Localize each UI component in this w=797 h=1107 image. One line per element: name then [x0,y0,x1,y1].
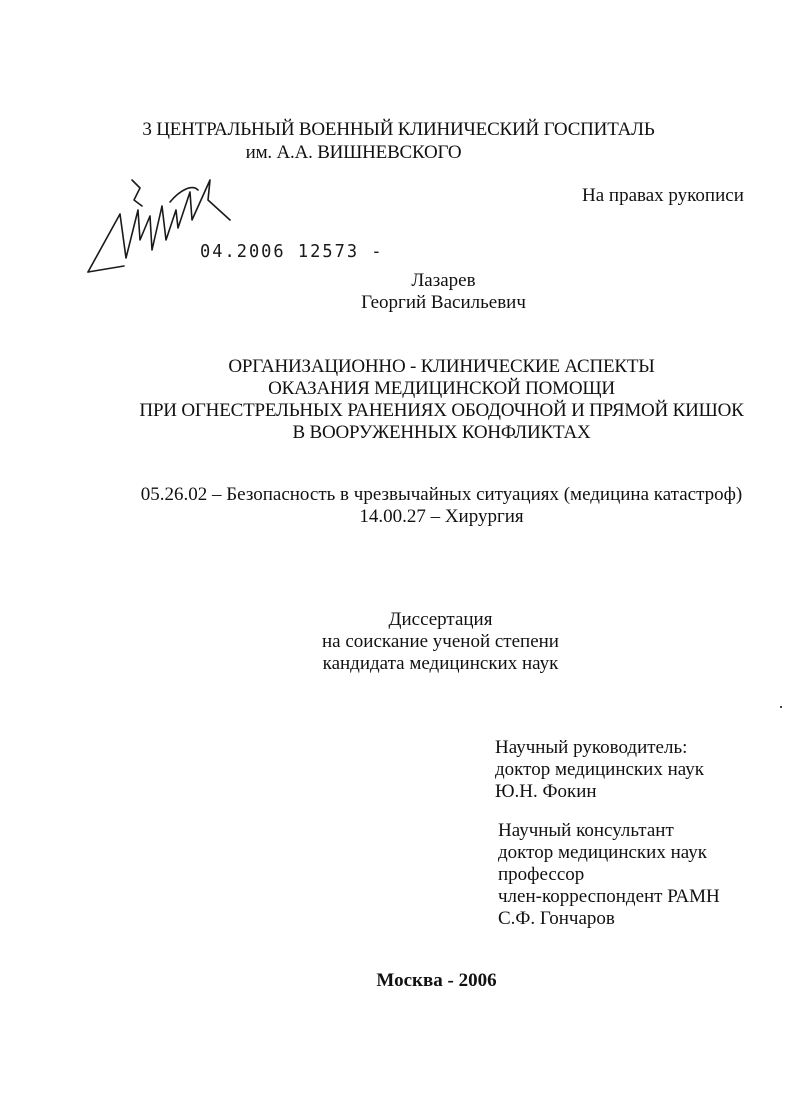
degree-line: Диссертация [388,609,493,630]
title-line: ОКАЗАНИЯ МЕДИЦИНСКОЙ ПОМОЩИ [268,378,615,399]
supervisor-line: Ю.Н. Фокин [495,781,597,802]
institution-name-line1: 3 ЦЕНТРАЛЬНЫЙ ВОЕННЫЙ КЛИНИЧЕСКИЙ ГОСПИТАЛЬ [142,119,655,140]
city-year: Москва - 2006 [376,970,497,991]
specialty-code-line: 14.00.27 – Хирургия [359,506,524,527]
title-line: ОРГАНИЗАЦИОННО - КЛИНИЧЕСКИЕ АСПЕКТЫ [228,356,655,377]
consultant-line: член-корреспондент РАМН [498,886,720,907]
consultant-line: Научный консультант [498,820,674,841]
author-block [45,270,797,314]
degree-line: кандидата медицинских наук [322,653,559,674]
degree-line: на соискание ученой степени [322,631,559,652]
consultant-line: профессор [498,864,585,885]
title-line: ПРИ ОГНЕСТРЕЛЬНЫХ РАНЕНИЯХ ОБОДОЧНОЙ И ПРЯМОЙ КИШОК [139,400,744,421]
scan-speck [780,706,782,708]
signature-scribble [80,170,250,280]
author-given-names: Георгий Васильевич [361,292,526,313]
supervisor-line: доктор медицинских наук [495,759,704,780]
institution-name-line2: им. А.А. ВИШНЕВСКОГО [245,142,462,163]
dissertation-title [43,356,797,444]
author-surname: Лазарев [411,270,476,291]
consultant-line: С.Ф. Гончаров [498,908,615,929]
specialties-block [43,484,797,528]
manuscript-note: На правах рукописи [582,185,744,206]
specialty-code-line: 05.26.02 – Безопасность в чрезвычайных ситуациях (медицина катастроф) [140,484,743,505]
consultant-block [498,820,720,930]
supervisor-line: Научный руководитель: [495,737,688,758]
degree-block [42,609,797,675]
registration-stamp-number: 04.2006 12573 - [200,241,384,263]
title-line: В ВООРУЖЕННЫХ КОНФЛИКТАХ [292,422,591,443]
supervisor-block [495,737,704,803]
consultant-line: доктор медицинских наук [498,842,707,863]
